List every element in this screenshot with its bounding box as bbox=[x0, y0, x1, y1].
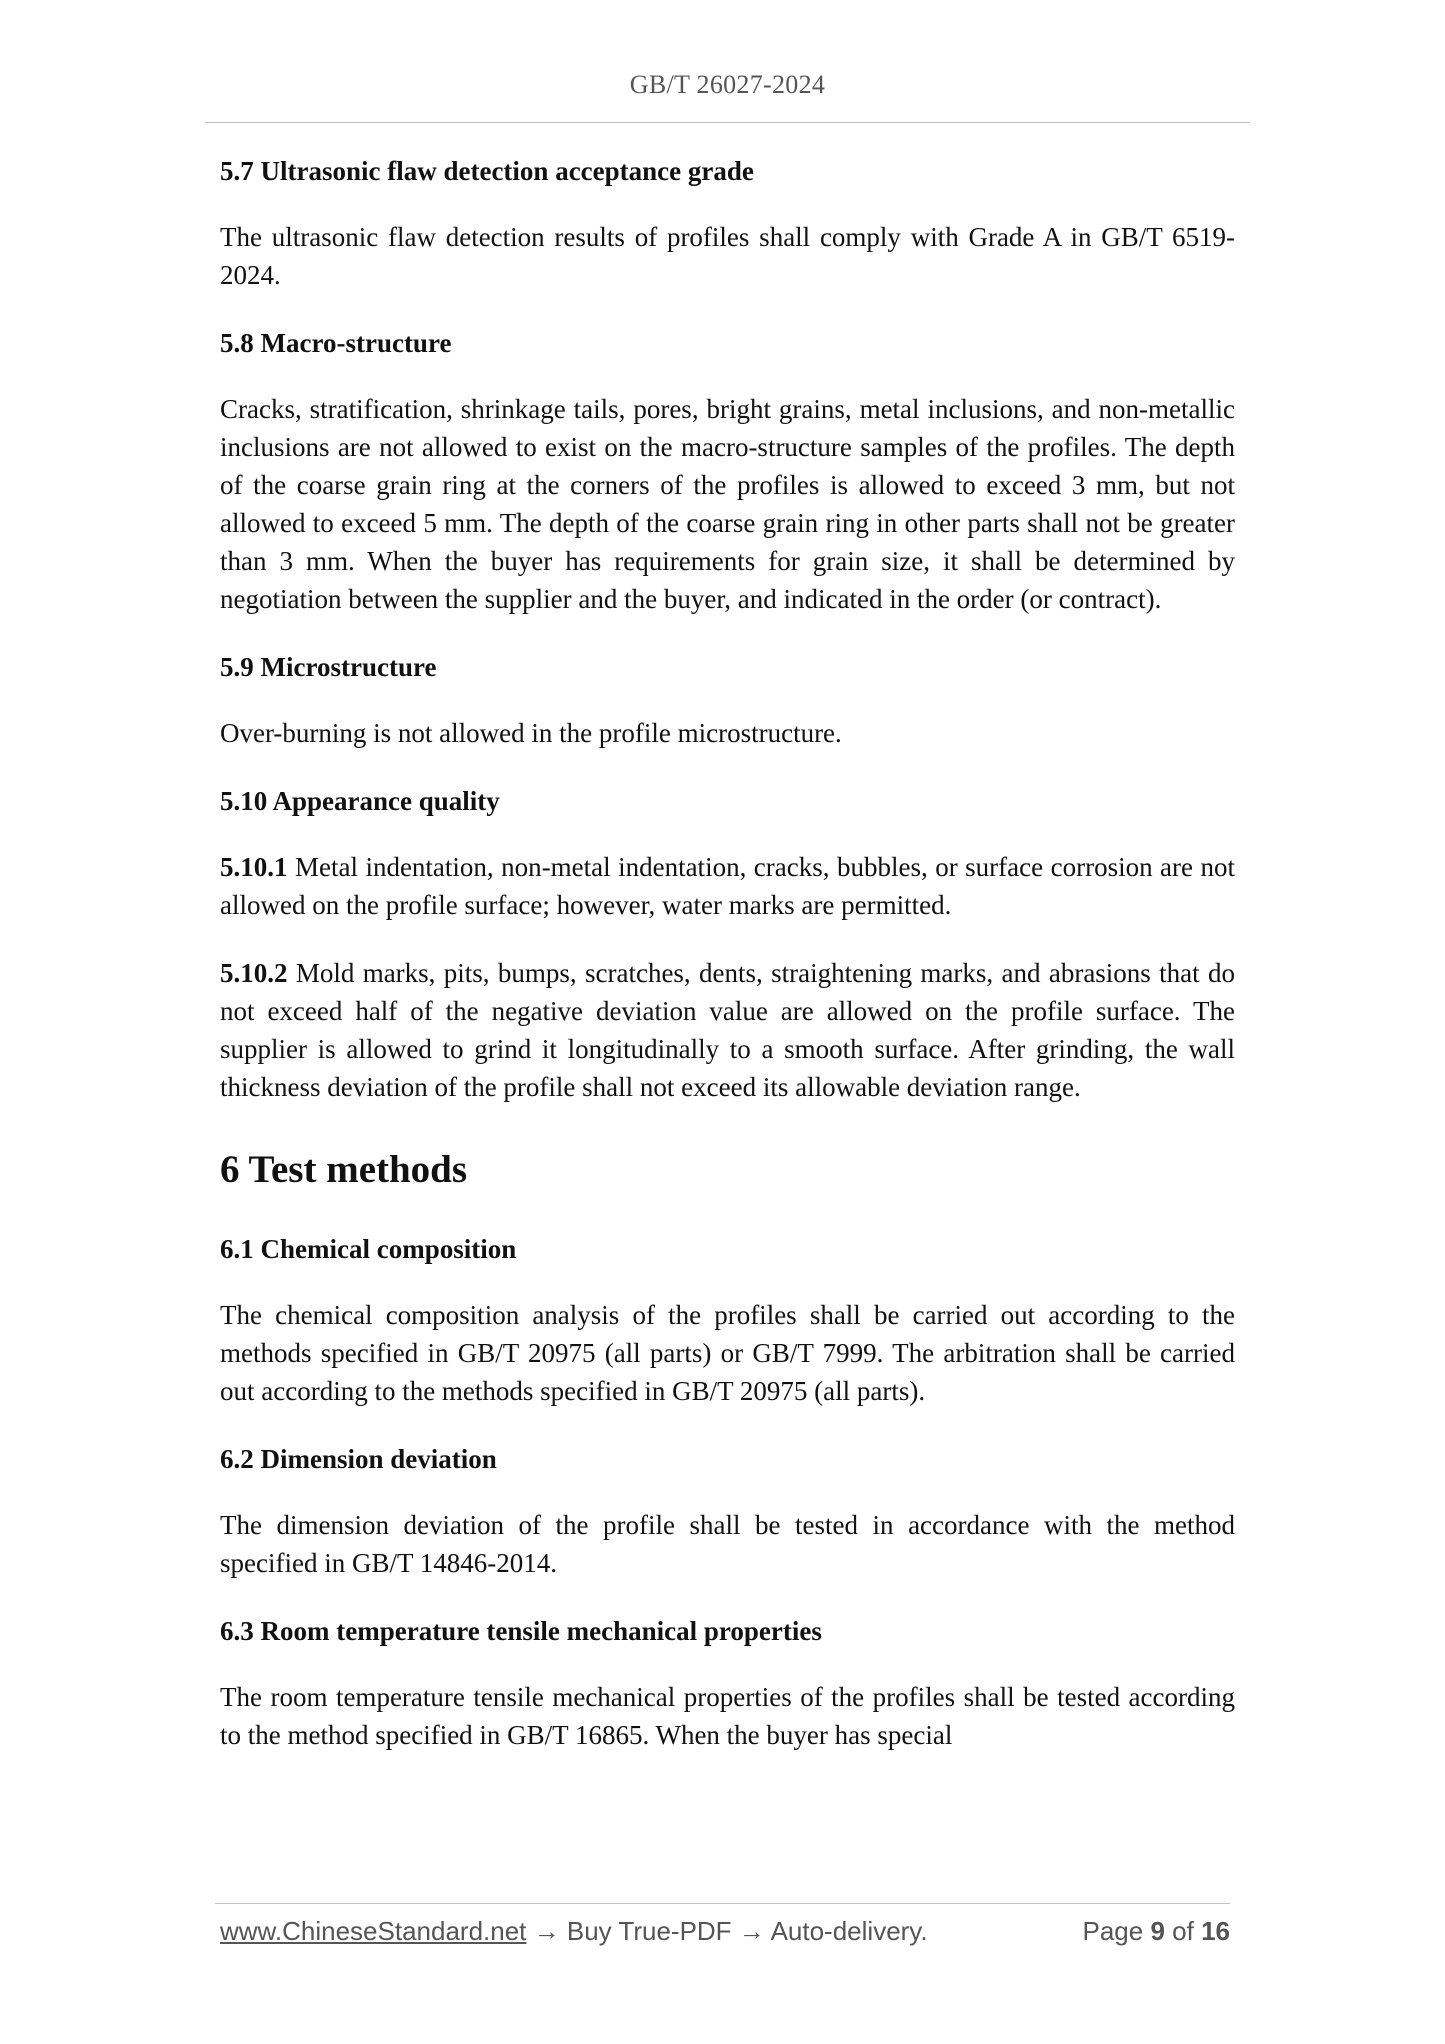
of-label: of bbox=[1172, 1916, 1194, 1946]
clause-5-10-2 bbox=[220, 954, 1235, 1106]
section-5-8-heading: 5.8 Macro-structure bbox=[220, 328, 452, 358]
section-5-7-paragraph: The ultrasonic flaw detection results of profiles shall comply with Grade A in GB/T 6519-2024. bbox=[220, 222, 1235, 290]
section-5-10-heading: 5.10 Appearance quality bbox=[220, 786, 500, 816]
section-6-3-heading: 6.3 Room temperature tensile mechanical properties bbox=[220, 1616, 822, 1646]
section-6-1-heading: 6.1 Chemical composition bbox=[220, 1234, 517, 1264]
section-6-1-paragraph: The chemical composition analysis of the profiles shall be carried out according to the methods specified in GB/T 20975 (all parts) or GB/T 7999. The arbitration shall be carried out according to the methods specified in GB/T 20975 (all parts). bbox=[220, 1300, 1235, 1406]
chapter-6-heading: 6 Test methods bbox=[220, 1148, 468, 1191]
current-page-number: 9 bbox=[1150, 1916, 1165, 1946]
clause-5-10-1-text: Metal indentation, non-metal indentation, cracks, bubbles, or surface corrosion are not allowed on the profile surface; however, water marks are permitted. bbox=[220, 852, 1235, 920]
section-5-7-heading: 5.7 Ultrasonic flaw detection acceptance grade bbox=[220, 156, 754, 186]
section-5-9-paragraph: Over-burning is not allowed in the profile microstructure. bbox=[220, 718, 842, 748]
section-6-2-paragraph: The dimension deviation of the profile shall be tested in accordance with the method specified in GB/T 14846-2014. bbox=[220, 1510, 1235, 1578]
footer-promo-text: → Buy True-PDF → Auto-delivery. bbox=[526, 1916, 928, 1946]
footer-divider bbox=[215, 1903, 1230, 1904]
section-6-3-paragraph: The room temperature tensile mechanical properties of the profiles shall be tested according to the method specified in GB/T 16865. When the buyer has special bbox=[220, 1682, 1235, 1750]
total-pages: 16 bbox=[1201, 1916, 1230, 1946]
section-6-2-heading: 6.2 Dimension deviation bbox=[220, 1444, 497, 1474]
section-5-9-heading: 5.9 Microstructure bbox=[220, 652, 437, 682]
document-header: GB/T 26027-2024 bbox=[629, 70, 826, 99]
section-5-8-paragraph: Cracks, stratification, shrinkage tails, pores, bright grains, metal inclusions, and non-metallic inclusions are not allowed to exist on the macro-structure samples of the profiles. The depth of the coarse grain ring at the corners of the profiles is allowed to exceed 3 mm, but not allowed to exceed 5 mm. The depth of the coarse grain ring in other parts shall not be greater than 3 mm. When the buyer has requirements for grain size, it shall be determined by negotiation between the supplier and the buyer, and indicated in the order (or contract). bbox=[220, 394, 1235, 614]
clause-5-10-2-number: 5.10.2 bbox=[220, 958, 288, 988]
page-footer bbox=[220, 1916, 1230, 1956]
clause-5-10-1-number: 5.10.1 bbox=[220, 852, 288, 882]
clause-5-10-1 bbox=[220, 848, 1235, 924]
page-indicator bbox=[1082, 1916, 1230, 1947]
page-label: Page bbox=[1082, 1916, 1144, 1946]
header-divider bbox=[205, 122, 1250, 123]
page-content bbox=[220, 152, 1235, 1784]
footer-promo bbox=[220, 1916, 928, 1947]
website-link[interactable]: www.ChineseStandard.net bbox=[220, 1916, 527, 1946]
clause-5-10-2-text: Mold marks, pits, bumps, scratches, dents, straightening marks, and abrasions that do not exceed half of the negative deviation value are allowed on the profile surface. The supplier is allowed to grind it longitudinally to a smooth surface. After grinding, the wall thickness deviation of the profile shall not exceed its allowable deviation range. bbox=[220, 958, 1235, 1102]
